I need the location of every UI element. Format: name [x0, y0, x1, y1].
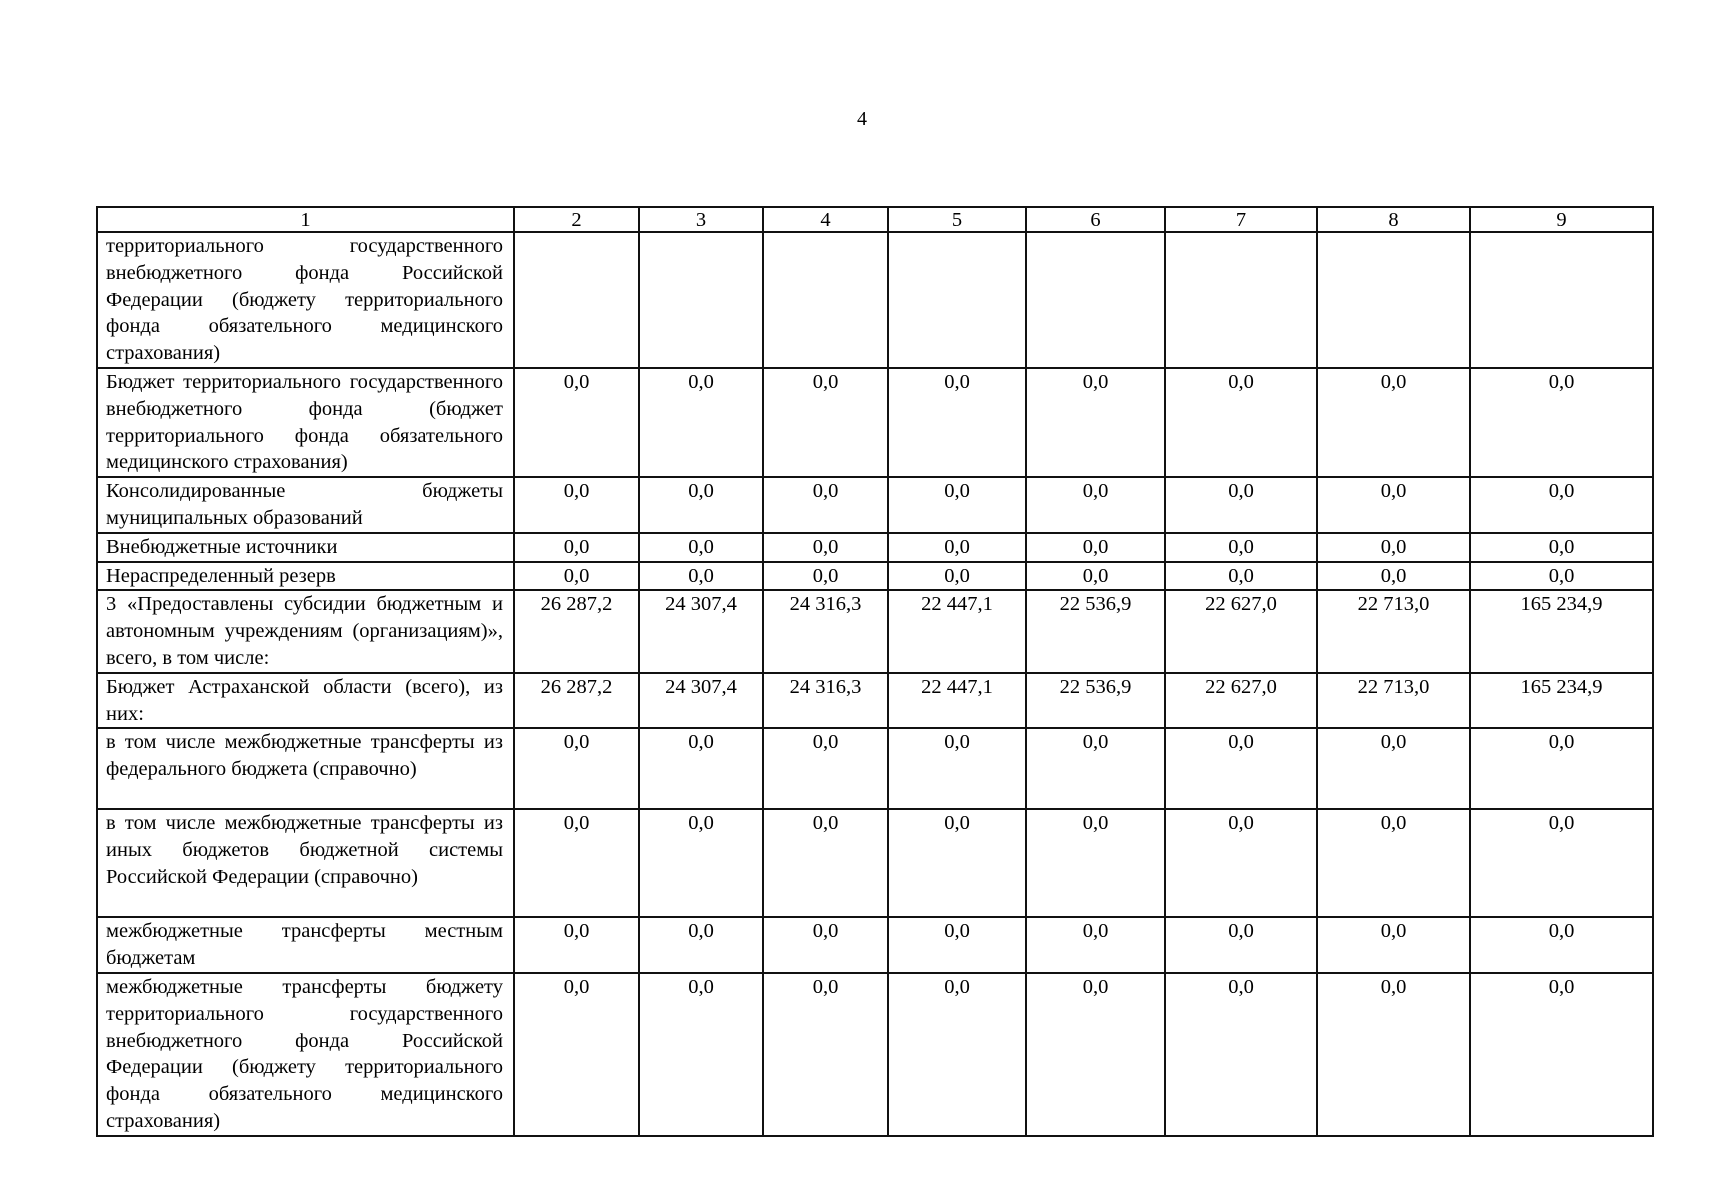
value-cell: 165 234,9 [1470, 673, 1653, 729]
value-cell: 0,0 [639, 368, 763, 477]
value-cell: 0,0 [639, 477, 763, 533]
table-row [97, 477, 1653, 533]
column-number: 4 [763, 207, 888, 232]
value-cell: 0,0 [1470, 533, 1653, 562]
row-label: Бюджет Астраханской области (всего), из них: [97, 673, 514, 729]
value-cell: 0,0 [1317, 973, 1470, 1136]
value-cell: 0,0 [1470, 368, 1653, 477]
value-cell: 0,0 [763, 809, 888, 917]
value-cell: 0,0 [514, 973, 639, 1136]
value-cell: 0,0 [1470, 477, 1653, 533]
value-cell [1317, 232, 1470, 368]
value-cell: 0,0 [639, 809, 763, 917]
value-cell: 0,0 [1317, 562, 1470, 591]
value-cell: 22 713,0 [1317, 590, 1470, 672]
value-cell: 0,0 [888, 973, 1026, 1136]
value-cell: 0,0 [514, 368, 639, 477]
value-cell: 0,0 [763, 562, 888, 591]
column-number: 8 [1317, 207, 1470, 232]
row-label: Нераспределенный резерв [97, 562, 514, 591]
value-cell: 0,0 [514, 809, 639, 917]
value-cell: 0,0 [1026, 533, 1165, 562]
column-number-row [97, 207, 1653, 232]
value-cell [1165, 232, 1317, 368]
row-label: межбюджетные трансферты бюджету территориального государственного внебюджетного фонда Российской Федерации (бюджету территориального фонда обязательного медицинского страхования) [97, 973, 514, 1136]
value-cell: 0,0 [1026, 368, 1165, 477]
column-number: 2 [514, 207, 639, 232]
value-cell: 26 287,2 [514, 590, 639, 672]
table-row [97, 917, 1653, 973]
value-cell: 24 307,4 [639, 590, 763, 672]
column-number: 9 [1470, 207, 1653, 232]
table-row [97, 232, 1653, 368]
value-cell: 0,0 [1470, 917, 1653, 973]
value-cell: 0,0 [1165, 533, 1317, 562]
value-cell: 0,0 [1026, 917, 1165, 973]
value-cell: 0,0 [514, 533, 639, 562]
value-cell: 0,0 [1470, 728, 1653, 809]
value-cell: 0,0 [1165, 477, 1317, 533]
value-cell: 22 447,1 [888, 673, 1026, 729]
column-number: 7 [1165, 207, 1317, 232]
value-cell: 0,0 [1026, 809, 1165, 917]
value-cell: 0,0 [514, 728, 639, 809]
page-number: 4 [857, 108, 867, 130]
value-cell [763, 232, 888, 368]
value-cell: 0,0 [888, 477, 1026, 533]
value-cell: 0,0 [1165, 562, 1317, 591]
value-cell: 24 307,4 [639, 673, 763, 729]
value-cell: 0,0 [1026, 728, 1165, 809]
value-cell: 0,0 [888, 368, 1026, 477]
row-label: межбюджетные трансферты местным бюджетам [97, 917, 514, 973]
value-cell: 0,0 [1165, 973, 1317, 1136]
row-label: Консолидированные бюджеты муниципальных образований [97, 477, 514, 533]
table-row [97, 368, 1653, 477]
value-cell: 0,0 [1317, 533, 1470, 562]
value-cell: 26 287,2 [514, 673, 639, 729]
value-cell: 0,0 [763, 973, 888, 1136]
table-row [97, 533, 1653, 562]
value-cell: 0,0 [1317, 477, 1470, 533]
value-cell: 24 316,3 [763, 590, 888, 672]
value-cell: 0,0 [514, 917, 639, 973]
value-cell: 0,0 [1165, 809, 1317, 917]
table-row [97, 809, 1653, 917]
value-cell: 0,0 [514, 562, 639, 591]
column-number: 1 [97, 207, 514, 232]
value-cell: 0,0 [763, 728, 888, 809]
value-cell: 0,0 [1470, 562, 1653, 591]
value-cell: 0,0 [639, 562, 763, 591]
value-cell: 0,0 [763, 533, 888, 562]
budget-table [96, 206, 1654, 1137]
value-cell: 0,0 [639, 728, 763, 809]
row-label: Внебюджетные источники [97, 533, 514, 562]
value-cell: 0,0 [1317, 917, 1470, 973]
table-row [97, 673, 1653, 729]
value-cell: 0,0 [888, 728, 1026, 809]
value-cell: 0,0 [514, 477, 639, 533]
row-label: в том числе межбюджетные трансферты из иных бюджетов бюджетной системы Российской Федерации (справочно) [97, 809, 514, 917]
value-cell: 0,0 [1165, 368, 1317, 477]
value-cell: 0,0 [1317, 728, 1470, 809]
value-cell: 0,0 [1026, 973, 1165, 1136]
value-cell: 165 234,9 [1470, 590, 1653, 672]
value-cell: 22 536,9 [1026, 590, 1165, 672]
value-cell [888, 232, 1026, 368]
value-cell: 0,0 [1317, 809, 1470, 917]
value-cell: 0,0 [1317, 368, 1470, 477]
value-cell: 0,0 [763, 477, 888, 533]
value-cell: 0,0 [639, 973, 763, 1136]
row-label: 3 «Предоставлены субсидии бюджетным и автономным учреждениям (организациям)», всего, в том числе: [97, 590, 514, 672]
value-cell: 22 627,0 [1165, 673, 1317, 729]
value-cell: 0,0 [639, 917, 763, 973]
table-row [97, 562, 1653, 591]
value-cell: 0,0 [639, 533, 763, 562]
value-cell: 0,0 [1470, 809, 1653, 917]
table-row [97, 728, 1653, 809]
value-cell [514, 232, 639, 368]
value-cell: 24 316,3 [763, 673, 888, 729]
value-cell: 0,0 [888, 917, 1026, 973]
value-cell [639, 232, 763, 368]
value-cell: 0,0 [888, 809, 1026, 917]
value-cell: 0,0 [1470, 973, 1653, 1136]
column-number: 6 [1026, 207, 1165, 232]
value-cell: 0,0 [763, 917, 888, 973]
value-cell: 22 713,0 [1317, 673, 1470, 729]
column-number: 5 [888, 207, 1026, 232]
value-cell: 0,0 [1165, 917, 1317, 973]
column-number: 3 [639, 207, 763, 232]
value-cell: 22 627,0 [1165, 590, 1317, 672]
value-cell: 0,0 [1165, 728, 1317, 809]
value-cell: 0,0 [1026, 477, 1165, 533]
value-cell: 0,0 [888, 562, 1026, 591]
value-cell: 0,0 [1026, 562, 1165, 591]
table-row [97, 590, 1653, 672]
value-cell: 0,0 [763, 368, 888, 477]
value-cell: 0,0 [888, 533, 1026, 562]
value-cell: 22 447,1 [888, 590, 1026, 672]
value-cell: 22 536,9 [1026, 673, 1165, 729]
value-cell [1470, 232, 1653, 368]
table-row [97, 973, 1653, 1136]
value-cell [1026, 232, 1165, 368]
row-label: Бюджет территориального государственного внебюджетного фонда (бюджет территориального фонда обязательного медицинского страхования) [97, 368, 514, 477]
row-label: территориального государственного внебюджетного фонда Российской Федерации (бюджету территориального фонда обязательного медицинского страхования) [97, 232, 514, 368]
row-label: в том числе межбюджетные трансферты из федерального бюджета (справочно) [97, 728, 514, 809]
